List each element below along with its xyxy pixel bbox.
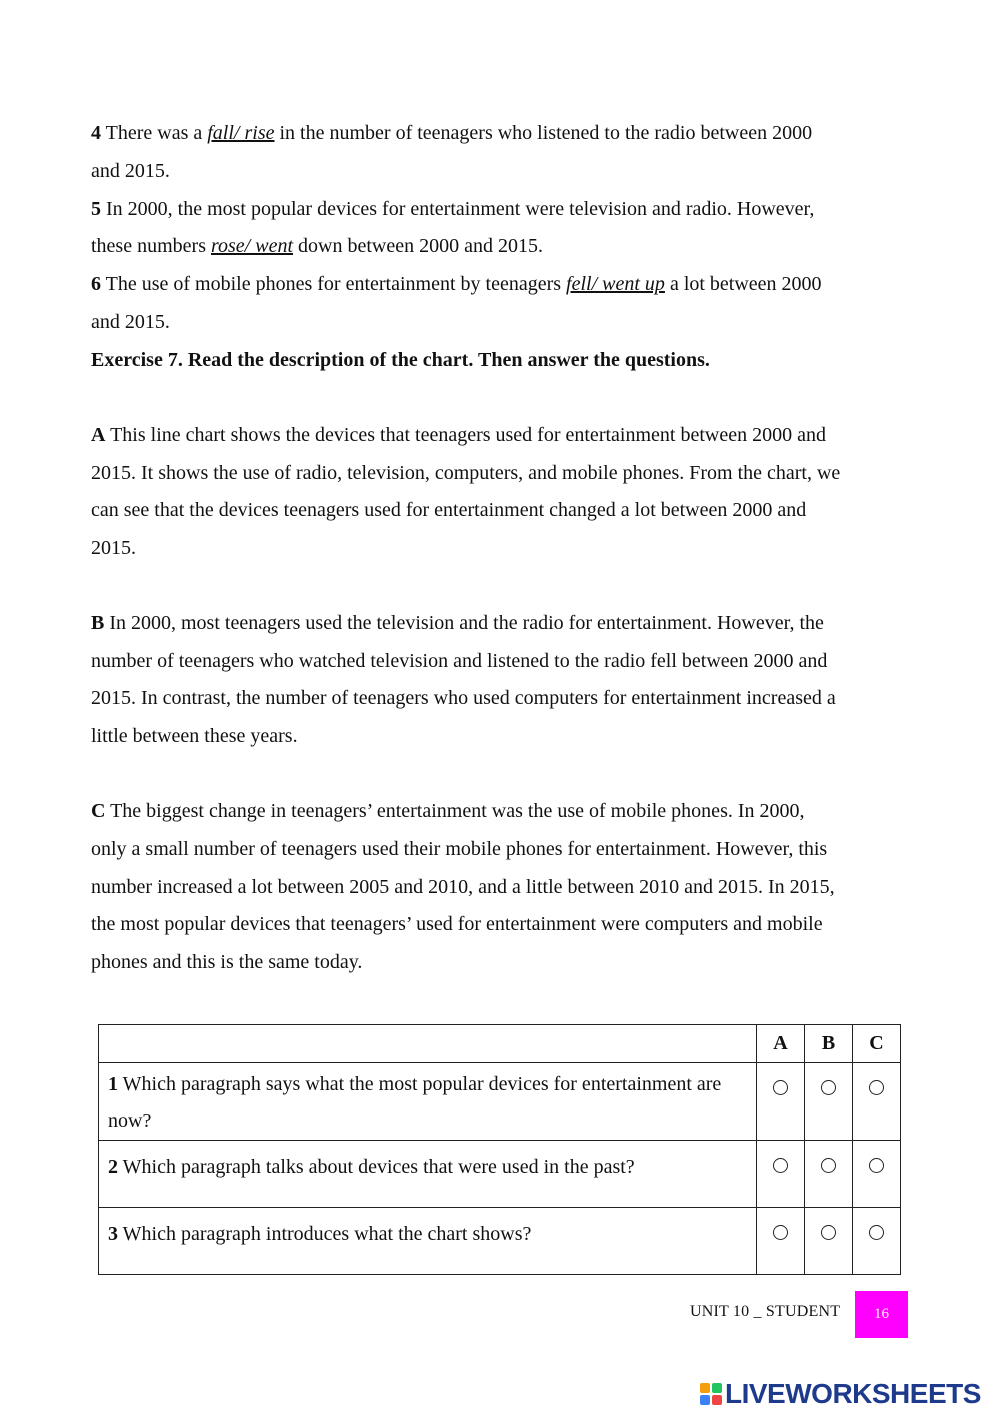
radio-option-a[interactable] <box>773 1080 788 1095</box>
question-number: 2 <box>108 1156 118 1178</box>
paragraph-a-line: can see that the devices teenagers used for entertainment changed a lot between 2000 and <box>91 499 807 521</box>
paragraph-c-line: number increased a lot between 2005 and 2010, and a little between 2010 and 2015. In 2015, <box>91 876 835 898</box>
option-cell <box>757 1063 805 1141</box>
question-text: Which paragraph introduces what the chart shows? <box>118 1223 532 1245</box>
answer-choice: fell/ went up <box>566 273 665 295</box>
radio-option-c[interactable] <box>869 1158 884 1173</box>
paragraph-label: C <box>91 800 106 822</box>
item-4-cont: and 2015. <box>91 160 170 182</box>
question-table <box>98 1024 901 1275</box>
radio-option-b[interactable] <box>821 1225 836 1240</box>
paragraph-text: This line chart shows the devices that teenagers used for entertainment between 2000 and <box>105 424 826 446</box>
answer-choice: fall/ rise <box>207 122 275 144</box>
paragraph-text: The biggest change in teenagers’ entertainment was the use of mobile phones. In 2000, <box>105 800 805 822</box>
logo-mark-icon <box>700 1383 722 1405</box>
option-cell <box>757 1208 805 1275</box>
paragraph-c-line: only a small number of teenagers used their mobile phones for entertainment. However, this <box>91 838 828 860</box>
item-text: The use of mobile phones for entertainment by teenagers <box>101 273 567 295</box>
header-empty-cell <box>99 1025 757 1063</box>
item-text: these numbers <box>91 235 211 257</box>
question-2 <box>99 1141 757 1208</box>
radio-option-c[interactable] <box>869 1080 884 1095</box>
paragraph-c-line: the most popular devices that teenagers’ used for entertainment were computers and mobile <box>91 913 823 935</box>
question-text: Which paragraph talks about devices that were used in the past? <box>118 1156 635 1178</box>
table-row <box>99 1063 901 1141</box>
exercise-title: Exercise 7. Read the description of the chart. Then answer the questions. <box>91 349 710 371</box>
radio-option-c[interactable] <box>869 1225 884 1240</box>
paragraph-label: A <box>91 424 106 446</box>
item-text: a lot between 2000 <box>664 273 822 295</box>
radio-option-a[interactable] <box>773 1158 788 1173</box>
paragraph-a-line: 2015. It shows the use of radio, television, computers, and mobile phones. From the chart, we <box>91 462 841 484</box>
paragraph-c-line <box>91 797 910 825</box>
paragraph-b-line: number of teenagers who watched television and listened to the radio fell between 2000 and <box>91 650 828 672</box>
unit-label: UNIT 10 _ STUDENT <box>690 1303 841 1320</box>
paragraph-a-line <box>91 421 910 449</box>
paragraph-text: In 2000, most teenagers used the television and the radio for entertainment. However, the <box>104 612 824 634</box>
option-cell <box>853 1063 901 1141</box>
paragraph-a-line: 2015. <box>91 537 136 559</box>
item-6-line <box>91 270 910 298</box>
question-1 <box>99 1063 757 1141</box>
table-row <box>99 1208 901 1275</box>
item-number: 4 <box>91 122 101 144</box>
option-cell <box>853 1141 901 1208</box>
liveworksheets-logo <box>700 1376 981 1412</box>
question-text: Which paragraph says what the most popular devices for entertainment are now? <box>108 1073 722 1132</box>
item-5-line <box>91 195 910 223</box>
item-text: There was a <box>101 122 208 144</box>
paragraph-label: B <box>91 612 105 634</box>
item-text: in the number of teenagers who listened to the radio between 2000 <box>274 122 813 144</box>
item-text: In 2000, the most popular devices for entertainment were television and radio. However, <box>101 198 815 220</box>
paragraph-b-line: 2015. In contrast, the number of teenagers who used computers for entertainment increased a <box>91 687 836 709</box>
option-header-b: B <box>805 1025 853 1063</box>
item-4-line <box>91 119 910 147</box>
radio-option-b[interactable] <box>821 1158 836 1173</box>
paragraph-b-line: little between these years. <box>91 725 298 747</box>
radio-option-b[interactable] <box>821 1080 836 1095</box>
question-number: 3 <box>108 1223 118 1245</box>
answer-choice: rose/ went <box>210 235 294 257</box>
item-5-cont <box>91 232 910 260</box>
option-cell <box>757 1141 805 1208</box>
option-cell <box>805 1063 853 1141</box>
radio-option-a[interactable] <box>773 1225 788 1240</box>
question-number: 1 <box>108 1073 118 1095</box>
option-cell <box>853 1208 901 1275</box>
question-3 <box>99 1208 757 1275</box>
option-header-a: A <box>757 1025 805 1063</box>
page-number: 16 <box>855 1291 908 1338</box>
item-number: 5 <box>91 198 101 220</box>
option-cell <box>805 1208 853 1275</box>
paragraph-c-line: phones and this is the same today. <box>91 951 363 973</box>
table-header-row <box>99 1025 901 1063</box>
paragraph-b-line <box>91 609 910 637</box>
table-row <box>99 1141 901 1208</box>
option-header-c: C <box>853 1025 901 1063</box>
item-text: down between 2000 and 2015. <box>293 235 543 257</box>
option-cell <box>805 1141 853 1208</box>
item-6-cont: and 2015. <box>91 311 170 333</box>
item-number: 6 <box>91 273 101 295</box>
logo-text: LIVEWORKSHEETS <box>725 1378 981 1409</box>
